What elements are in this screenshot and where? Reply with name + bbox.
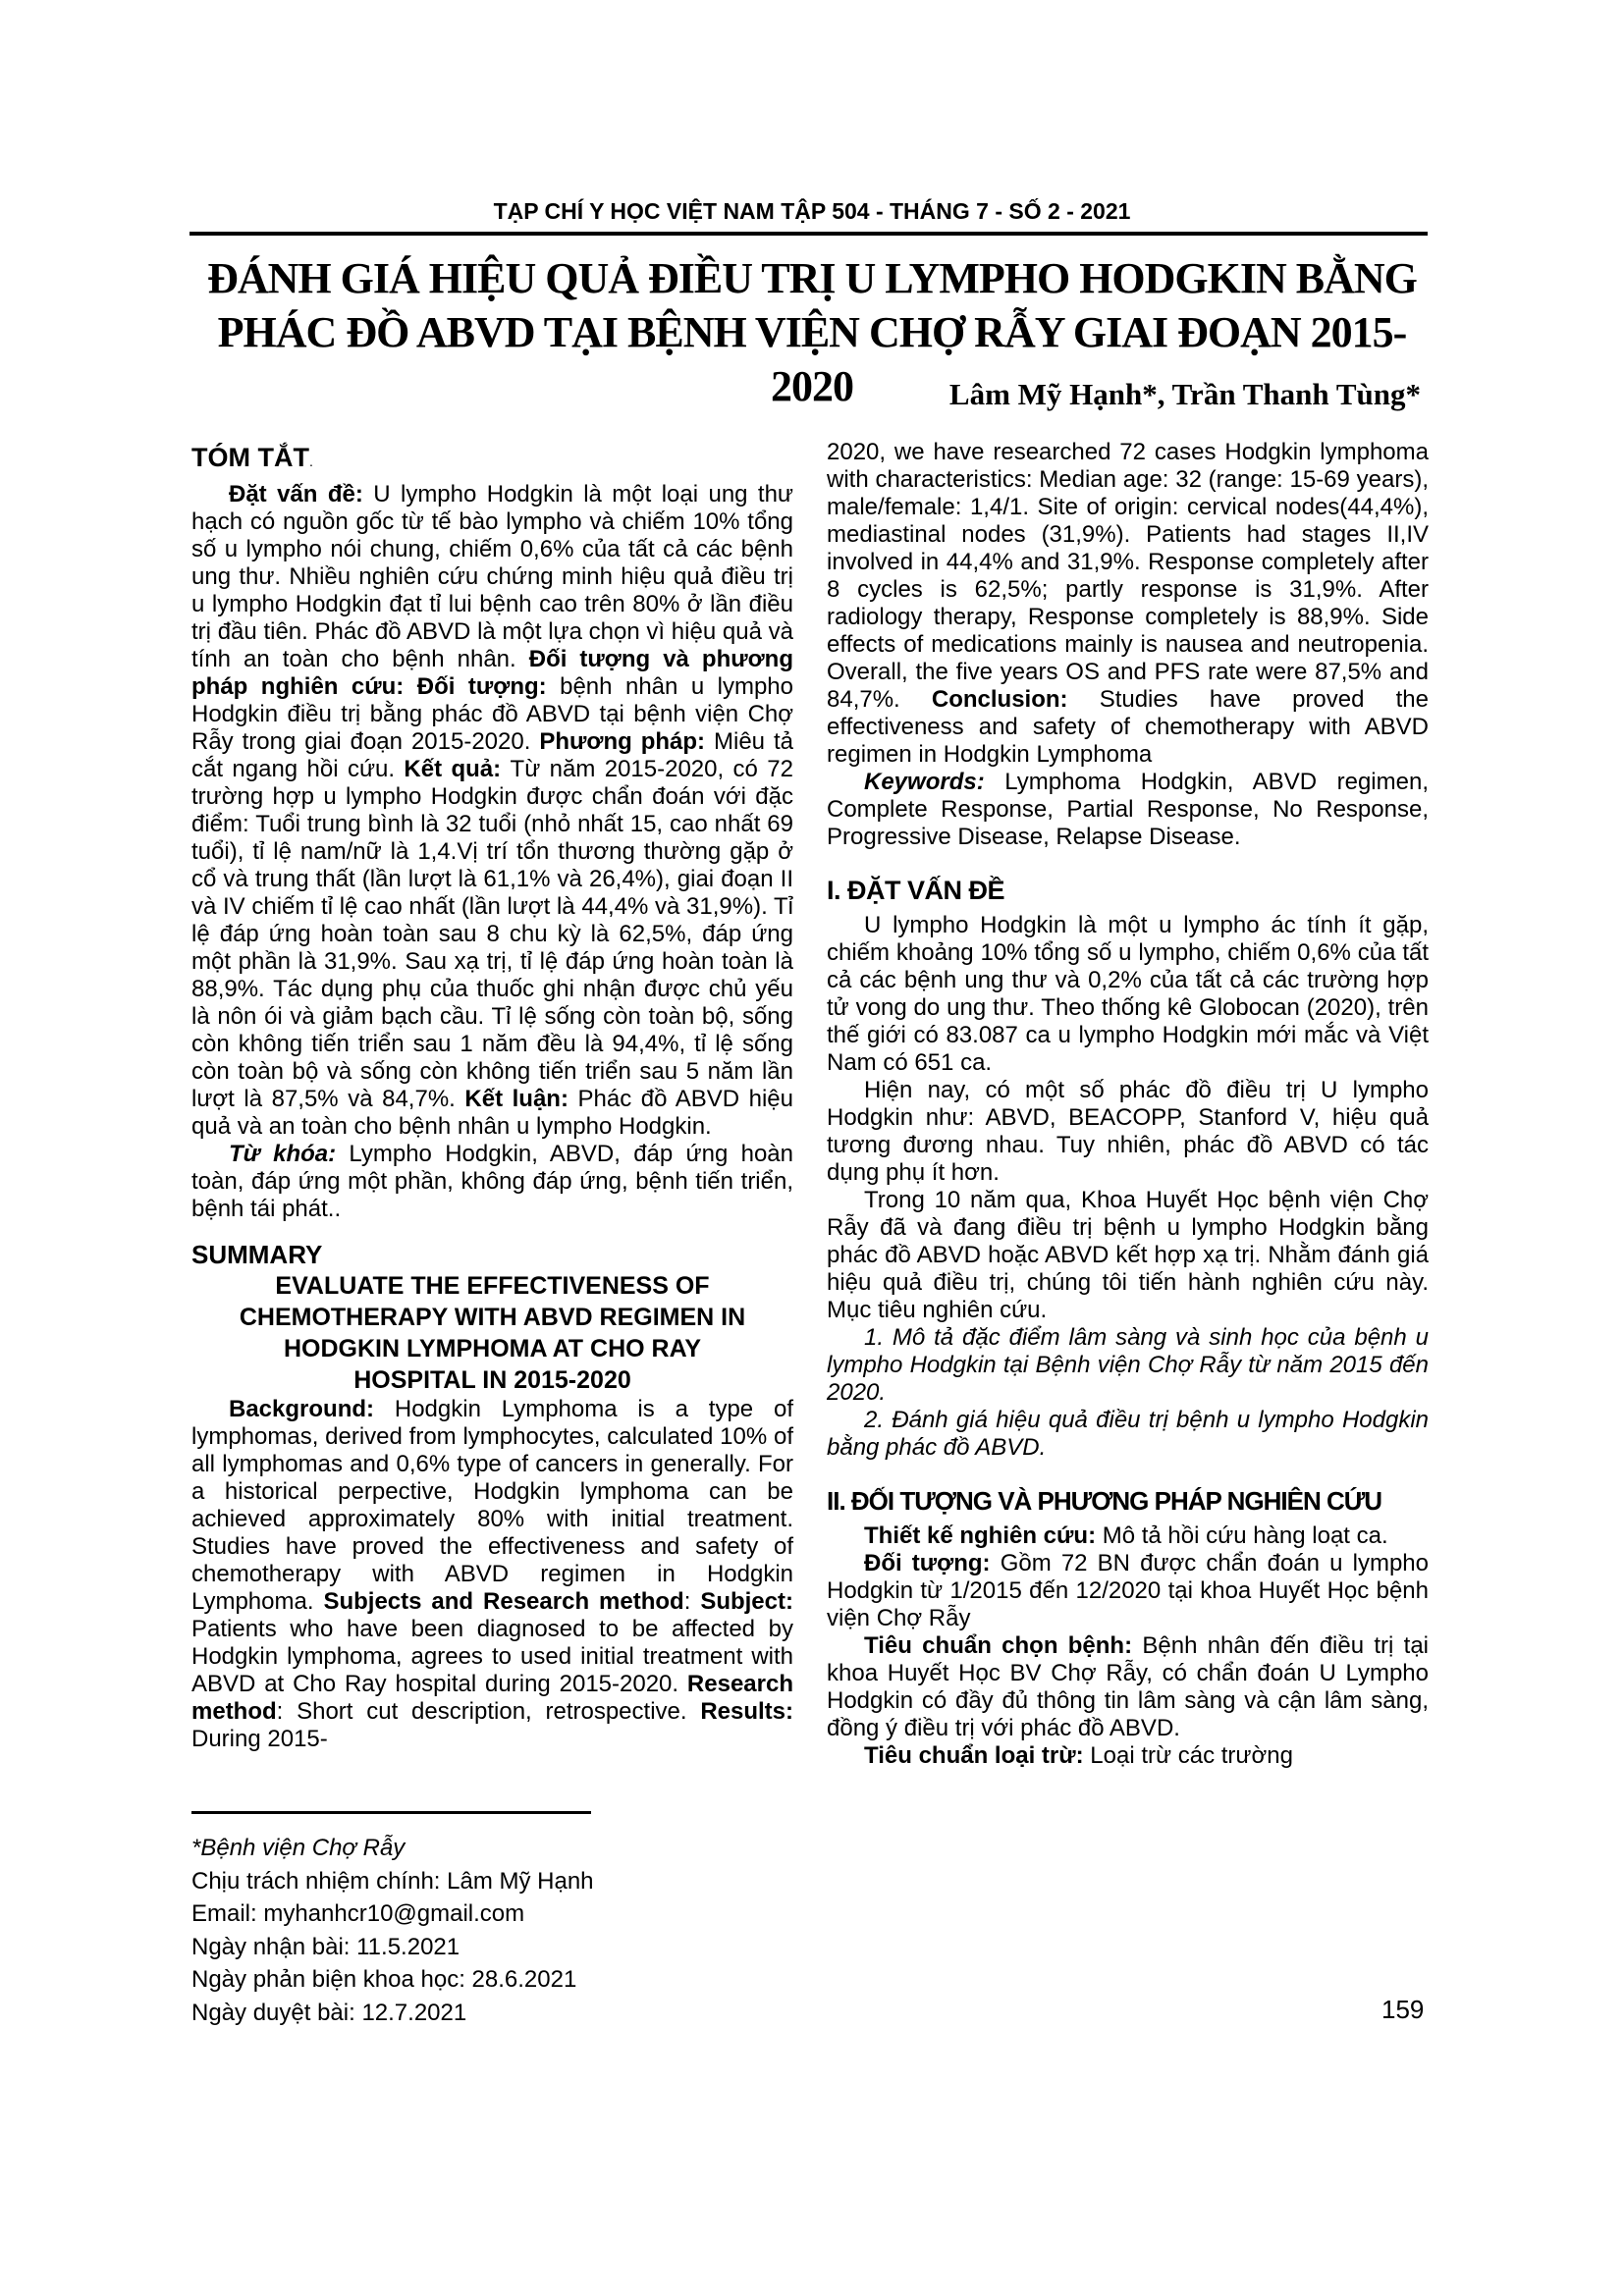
keywords-vi-paragraph: Từ khóa: Lympho Hodgkin, ABVD, đáp ứng hoàn toàn, đáp ứng một phần, không đáp ứng, bệnh tiến triển, bệnh tái phát..: [191, 1141, 794, 1222]
summary-title-line4: HOSPITAL IN 2015-2020: [353, 1366, 631, 1394]
section2-heading: II. ĐỐI TƯỢNG VÀ PHƯƠNG PHÁP NGHIÊN CỨU: [827, 1486, 1382, 1516]
footnote: [191, 1811, 793, 2029]
summary-title-line2: CHEMOTHERAPY WITH ABVD REGIMEN IN: [239, 1304, 746, 1331]
article-title-line1: ĐÁNH GIÁ HIỆU QUẢ ĐIỀU TRỊ U LYMPHO HODGKIN BẰNG: [207, 254, 1417, 302]
footnote-email: Email: myhanhcr10@gmail.com: [191, 1900, 525, 1927]
section1-paragraph-1: U lympho Hodgkin là một u lympho ác tính ít gặp, chiếm khoảng 10% tổng số u lympho, chiếm 0,6% của tất cả các bệnh ung thư và 0,2% của tất cả các trường hợp tử vong do ung thư. Theo thống kê Globocan (2020), trên thế giới có 83.087 ca u lympho Hodgkin mới mắc và Việt Nam có 651 ca.: [827, 912, 1429, 1076]
section1-objective-1: 1. Mô tả đặc điểm lâm sàng và sinh học của bệnh u lympho Hodgkin tại Bệnh viện Chợ Rẫy từ năm 2015 đến 2020.: [827, 1324, 1429, 1406]
footnote-review-date: Ngày phản biện khoa học: 28.6.2021: [191, 1966, 577, 1993]
abstract-heading-text: TÓM TẮT: [191, 443, 309, 472]
section2-paragraph-4: Tiêu chuẩn loại trừ: Loại trừ các trường: [864, 1742, 1293, 1769]
header-rule: [189, 232, 1428, 236]
summary-paragraph: Background: Hodgkin Lymphoma is a type of lymphomas, derived from lymphocytes, calculated 10% of all lymphomas and 0,6% type of cancers in generally. For a historical perpective, Hodgkin lymphoma can be achieved approximately 80% with initial treatment. Studies have proved the effectiveness and safety of chemotherapy with ABVD regimen in Hodgkin Lymphoma. Subjects and Research method: Subject: Patients who have been diagnosed to be affected by Hodgkin lymphoma, agrees to used initial treatment with ABVD at Cho Ray hospital during 2015-2020. Research method: Short cut description, retrospective. Results: During 2015-: [191, 1396, 793, 1752]
section1-objective-2: 2. Đánh giá hiệu quả điều trị bệnh u lympho Hodgkin bằng phác đồ ABVD.: [827, 1407, 1429, 1461]
abstract-paragraph: Đặt vấn đề: U lympho Hodgkin là một loại ung thư hạch có nguồn gốc từ tế bào lympho và chiếm 10% tổng số u lympho nói chung, chiếm 0,6% của tất cả các bệnh ung thư. Nhiều nghiên cứu chứng minh hiệu quả điều trị u lympho Hodgkin đạt tỉ lui bệnh cao trên 80% ở lần điều trị đầu tiên. Phác đồ ABVD là một lựa chọn vì hiệu quả và tính an toàn cho bệnh nhân. Đối tượng và phương pháp nghiên cứu: Đối tượng: bệnh nhân u lympho Hodgkin điều trị bằng phác đồ ABVD tại bệnh viện Chợ Rẫy trong giai đoạn 2015-2020. Phương pháp: Miêu tả cắt ngang hồi cứu. Kết quả: Từ năm 2015-2020, có 72 trường hợp u lympho Hodgkin được chẩn đoán với đặc điểm: Tuổi trung bình là 32 tuổi (nhỏ nhất 15, cao nhất 69 tuổi), tỉ lệ nam/nữ là 1,4.Vị trí tổn thương thường gặp ở cổ và trung thất (lần lượt là 61,1% và 26,4%), giai đoạn II và IV chiếm tỉ lệ cao nhất (lần lượt là 44,4% và 31,9%). Tỉ lệ đáp ứng hoàn toàn sau 8 chu kỳ là 62,5%, đáp ứng một phần là 31,9%. Sau xạ trị, tỉ lệ đáp ứng hoàn toàn là 88,9%. Tác dụng phụ của thuốc ghi nhận được chủ yếu là nôn ói và giảm bạch cầu. Tỉ lệ sống còn toàn bộ, sống còn không tiến triển sau 1 năm đều là 94,4%, tỉ lệ sống còn toàn bộ và sống còn không tiến triển sau 5 năm lần lượt là 87,5% và 84,7%. Kết luận: Phác đồ ABVD hiệu quả và an toàn cho bệnh nhân u lympho Hodgkin.: [191, 481, 794, 1140]
summary-title-line3: HODGKIN LYMPHOMA AT CHO RAY: [283, 1335, 702, 1362]
journal-header: TẠP CHÍ Y HỌC VIỆT NAM TẬP 504 - THÁNG 7 - SỐ 2 - 2021: [493, 198, 1131, 224]
section2-paragraph-1: Thiết kế nghiên cứu: Mô tả hồi cứu hàng loạt ca.: [864, 1522, 1388, 1549]
section1-paragraph-2: Hiện nay, có một số phác đồ điều trị U lympho Hodgkin như: ABVD, BEACOPP, Stanford V, hiệu quả tương đương nhau. Tuy nhiên, phác đồ ABVD có tác dụng phụ ít hơn.: [827, 1077, 1429, 1186]
summary-title: [191, 1270, 793, 1396]
abstract-heading-period: .: [308, 454, 313, 469]
section2-paragraph-2: Đối tượng: Gồm 72 BN được chẩn đoán u lympho Hodgkin từ 1/2015 đến 12/2020 tại khoa Huyết Học bệnh viện Chợ Rẫy: [827, 1550, 1429, 1631]
summary-title-line1: EVALUATE THE EFFECTIVENESS OF: [275, 1272, 710, 1300]
page-number: 159: [1381, 1995, 1425, 2024]
keywords-en-paragraph: Keywords: Lymphoma Hodgkin, ABVD regimen, Complete Response, Partial Response, No Response, Progressive Disease, Relapse Disease.: [827, 769, 1429, 850]
footnote-received-date: Ngày nhận bài: 11.5.2021: [191, 1933, 460, 1960]
right-column: [827, 439, 1429, 1770]
authors: Lâm Mỹ Hạnh*, Trần Thanh Tùng*: [948, 377, 1421, 411]
section1-heading: I. ĐẶT VẤN ĐỀ: [827, 876, 1005, 905]
summary-heading: SUMMARY: [191, 1240, 323, 1269]
footnote-affiliation: *Bệnh viện Chợ Rẫy: [191, 1835, 406, 1861]
left-column: [191, 444, 793, 1753]
footnote-rule: [191, 1811, 591, 1814]
summary-continuation-paragraph: 2020, we have researched 72 cases Hodgkin lymphoma with characteristics: Median age: 32 (range: 15-69 years), male/female: 1,4/1. Site of origin: cervical nodes(44,4%), mediastinal nodes (31,9%). Patients had stages II,IV involved in 44,4% and 31,9%. Response completely after 8 cycles is 62,5%; partly response is 31,9%. After radiology therapy, Response completely is 88,9%. Side effects of medications mainly is nausea and neutropenia. Overall, the five years OS and PFS rate were 87,5% and 84,7%. Conclusion: Studies have proved the effectiveness and safety of chemotherapy with ABVD regimen in Hodgkin Lymphoma: [827, 439, 1429, 768]
abstract-heading: [191, 444, 793, 475]
section1-paragraph-3: Trong 10 năm qua, Khoa Huyết Học bệnh viện Chợ Rẫy đã và đang điều trị bệnh u lympho Hodgkin bằng phác đồ ABVD hoặc ABVD kết hợp xạ trị. Nhằm đánh giá hiệu quả điều trị, chúng tôi tiến hành nghiên cứu này. Mục tiêu nghiên cứu.: [827, 1187, 1429, 1323]
footnote-corresponding-author: Chịu trách nhiệm chính: Lâm Mỹ Hạnh: [191, 1867, 594, 1895]
article-title-line2: PHÁC ĐỒ ABVD TẠI BỆNH VIỆN CHỢ RẪY GIAI ĐOẠN 2015-2020: [217, 308, 1407, 410]
footnote-accepted-date: Ngày duyệt bài: 12.7.2021: [191, 1999, 467, 2026]
section2-paragraph-3: Tiêu chuẩn chọn bệnh: Bệnh nhân đến điều trị tại khoa Huyết Học BV Chợ Rẫy, có chẩn đoán U Lympho Hodgkin có đầy đủ thông tin lâm sàng và cận lâm sàng, đồng ý điều trị với phác đồ ABVD.: [827, 1632, 1429, 1741]
